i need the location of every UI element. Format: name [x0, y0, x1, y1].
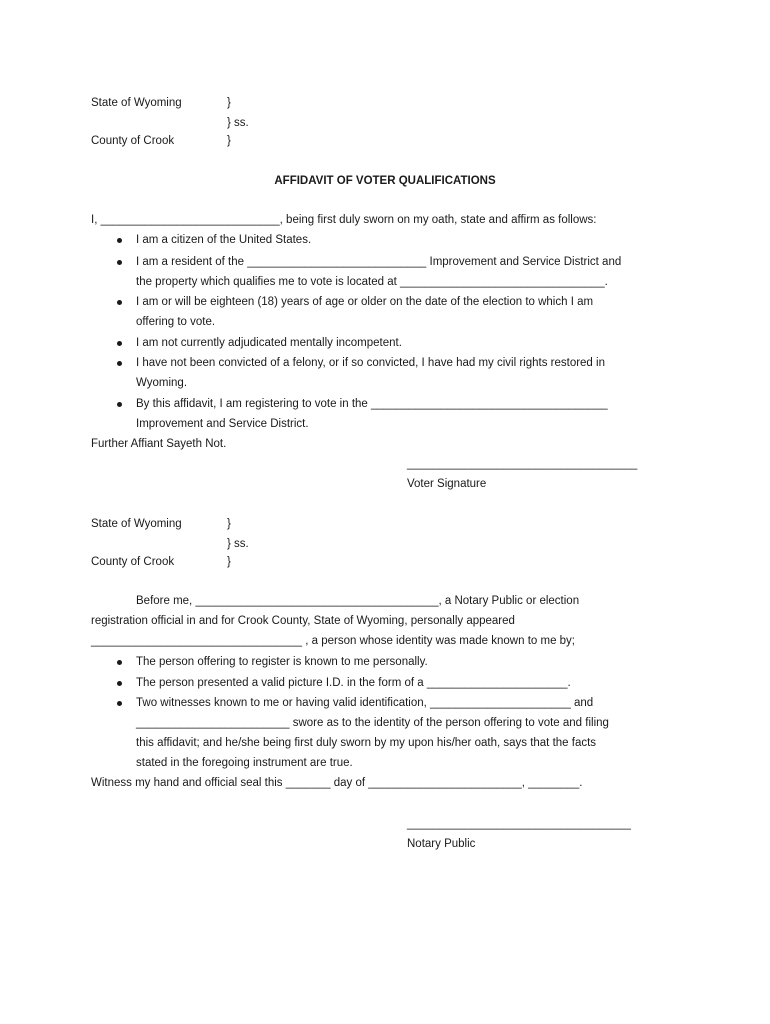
list-item-line: ________________________ swore as to the identity of the person offering to vote and filing: [136, 717, 609, 729]
bullet-icon: [117, 681, 122, 686]
voter-signature-label: Voter Signature: [407, 478, 487, 490]
notary-signature-label: Notary Public: [407, 838, 476, 850]
list-item-line: offering to vote.: [136, 316, 216, 328]
bullet-icon: [117, 660, 122, 665]
notary-paragraph-line: _________________________________ , a person whose identity was made known to me by;: [91, 635, 576, 647]
list-item-line: The person presented a valid picture I.D. in the form of a ______________________.: [136, 677, 571, 689]
list-item-line: Wyoming.: [136, 377, 188, 389]
list-item-line: the property which qualifies me to vote is located at ________________________________.: [136, 276, 608, 288]
list-item-line: stated in the foregoing instrument are true.: [136, 757, 353, 769]
venue-state: State of Wyoming: [91, 97, 182, 109]
list-item-line: I am a resident of the ____________________________ Improvement and Service District and: [136, 256, 622, 268]
bullet-icon: [117, 300, 122, 305]
notary-paragraph-line: registration official in and for Crook County, State of Wyoming, personally appeared: [91, 615, 515, 627]
bullet-icon: [117, 361, 122, 366]
venue-state: State of Wyoming: [91, 518, 182, 530]
document-title: AFFIDAVIT OF VOTER QUALIFICATIONS: [274, 175, 496, 187]
venue-brace: }: [227, 97, 231, 109]
list-item-line: I am or will be eighteen (18) years of age or older on the date of the election to which I am: [136, 296, 594, 308]
list-item-line: I have not been convicted of a felony, or if so convicted, I have had my civil rights restored in: [136, 357, 605, 369]
notary-signature-line[interactable]: ___________________________________: [407, 818, 631, 830]
list-item-line: Improvement and Service District.: [136, 418, 309, 430]
bullet-icon: [117, 238, 122, 243]
list-item-line: I am a citizen of the United States.: [136, 234, 312, 246]
voter-signature-line[interactable]: ____________________________________: [407, 458, 638, 470]
list-item-line: I am not currently adjudicated mentally incompetent.: [136, 337, 402, 349]
venue-county: County of Crook: [91, 556, 175, 568]
venue-ss: } ss.: [227, 117, 249, 129]
bullet-icon: [117, 260, 122, 265]
further-affiant-text: Further Affiant Sayeth Not.: [91, 438, 227, 450]
list-item-line: By this affidavit, I am registering to vote in the _____________________________________: [136, 398, 608, 410]
list-item-line: Two witnesses known to me or having valid identification, ______________________ and: [136, 697, 594, 709]
notary-paragraph-line: Before me, ______________________________________, a Notary Public or election: [136, 595, 580, 607]
venue-brace: }: [227, 518, 231, 530]
list-item-line: this affidavit; and he/she being first duly sworn by my upon his/her oath, says that the facts: [136, 737, 597, 749]
venue-county: County of Crook: [91, 135, 175, 147]
venue-ss: } ss.: [227, 538, 249, 550]
venue-brace: }: [227, 556, 231, 568]
witness-line: Witness my hand and official seal this _______ day of ________________________, ________.: [91, 777, 583, 789]
bullet-icon: [117, 701, 122, 706]
list-item-line: The person offering to register is known to me personally.: [136, 656, 428, 668]
venue-brace: }: [227, 135, 231, 147]
bullet-icon: [117, 402, 122, 407]
intro-paragraph: I, ____________________________, being first duly sworn on my oath, state and affirm as follows:: [91, 214, 597, 226]
bullet-icon: [117, 341, 122, 346]
